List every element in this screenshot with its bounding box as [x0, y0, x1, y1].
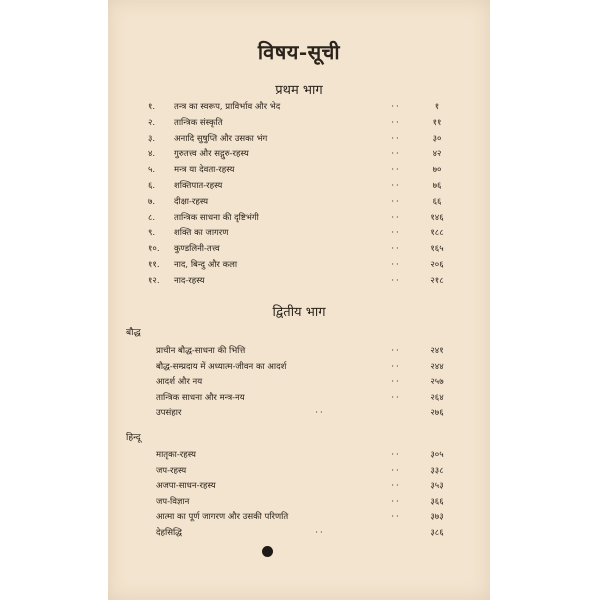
- entry-title: शक्ति का जागरण: [174, 228, 229, 239]
- leader-dots: ··: [391, 228, 401, 239]
- toc-entry: [108, 226, 490, 240]
- entry-title: कुण्डलिनी-तत्त्व: [174, 244, 220, 255]
- page-number: २४१: [430, 346, 444, 356]
- bullet-ornament: [262, 546, 273, 557]
- entry-number: ६.: [148, 181, 156, 191]
- entry-title: अजपा-साधन-रहस्य: [156, 481, 216, 492]
- toc-entry: [108, 360, 490, 374]
- book-page: [108, 0, 490, 600]
- toc-entry: [108, 510, 490, 524]
- page-number: १८८: [430, 228, 444, 239]
- entry-title: मातृका-रहस्य: [156, 450, 196, 460]
- page-number: १४६: [430, 212, 444, 223]
- page-title: विषय-सूची: [257, 40, 341, 64]
- leader-dots: ··: [391, 181, 401, 191]
- entry-title: मन्त्र या देवता-रहस्य: [174, 165, 235, 176]
- page-number: २०६: [430, 260, 444, 270]
- page-number: ११: [432, 117, 442, 128]
- leader-dots: ··: [391, 392, 401, 403]
- entry-title: शक्तिपात-रहस्य: [174, 181, 223, 191]
- part-two-heading: द्वितीय भाग: [272, 305, 326, 320]
- leader-dots: ··: [391, 450, 401, 460]
- entry-number: १०.: [148, 244, 160, 255]
- page-number: ३६६: [430, 496, 444, 507]
- page-number: ४२: [432, 149, 442, 160]
- entry-title: गुरुतत्त्व और सद्गुरु-रहस्य: [174, 149, 249, 160]
- page-number: १: [434, 102, 440, 112]
- entry-number: १२.: [148, 275, 160, 286]
- entry-title: तान्त्रिक साधना की दृष्टिभंगी: [174, 212, 259, 223]
- toc-entry: [108, 344, 490, 358]
- leader-dots: ··: [391, 346, 401, 356]
- page-number: ३०५: [430, 450, 444, 460]
- toc-entry: [108, 391, 490, 405]
- toc-entry: [108, 242, 490, 256]
- entry-title: जप-विज्ञान: [156, 496, 190, 507]
- leader-dots: ··: [391, 512, 401, 523]
- entry-number: ५.: [148, 165, 156, 176]
- leader-dots: ··: [391, 377, 401, 388]
- entry-number: ११.: [148, 260, 160, 270]
- page-number: ६६: [432, 196, 442, 207]
- toc-entry: [108, 147, 490, 161]
- leader-dots: ··: [315, 408, 325, 419]
- entry-title: आदर्श और नय: [156, 377, 203, 388]
- leader-dots: ··: [315, 528, 325, 538]
- page-number: १६५: [430, 244, 444, 255]
- toc-entry: [108, 526, 490, 540]
- leader-dots: ··: [391, 102, 401, 112]
- leader-dots: ··: [391, 117, 401, 128]
- leader-dots: ··: [391, 361, 401, 372]
- entry-title: तान्त्रिक साधना और मन्त्र-नय: [156, 392, 245, 403]
- toc-entry: [108, 179, 490, 193]
- entry-title: जप-रहस्य: [156, 465, 187, 476]
- entry-number: ४.: [148, 149, 156, 160]
- toc-entry: [108, 195, 490, 209]
- page-number: ३५३: [430, 481, 444, 492]
- page-number: २७६: [430, 408, 444, 419]
- toc-entry: [108, 464, 490, 478]
- leader-dots: ··: [391, 481, 401, 492]
- leader-dots: ··: [391, 165, 401, 176]
- toc-entry: [108, 375, 490, 389]
- leader-dots: ··: [391, 149, 401, 160]
- page-number: २४४: [430, 361, 444, 372]
- entry-title: अनादि सुषुप्ति और उसका भंग: [174, 133, 268, 144]
- leader-dots: ··: [391, 465, 401, 476]
- toc-entry: [108, 258, 490, 272]
- entry-title: उपसंहार: [156, 408, 182, 419]
- entry-title: नाद, बिन्दु और कला: [174, 260, 238, 270]
- entry-title: आत्मा का पूर्ण जागरण और उसकी परिणति: [156, 512, 289, 523]
- toc-entry: [108, 116, 490, 130]
- toc-entry: [108, 495, 490, 509]
- group-label-hindu: हिन्दू: [126, 433, 141, 443]
- entry-title: दीक्षा-रहस्य: [174, 196, 209, 207]
- entry-title: नाद-रहस्य: [174, 275, 205, 286]
- page-number: ३०: [432, 133, 442, 144]
- toc-entry: [108, 406, 490, 420]
- leader-dots: ··: [391, 133, 401, 144]
- page-number: ३८६: [430, 528, 444, 538]
- page-number: २५७: [430, 377, 444, 388]
- toc-entry: [108, 163, 490, 177]
- leader-dots: ··: [391, 275, 401, 286]
- toc-entry: [108, 100, 490, 114]
- toc-entry: [108, 479, 490, 493]
- leader-dots: ··: [391, 244, 401, 255]
- page-number: ७०: [432, 165, 442, 176]
- part-one-heading: प्रथम भाग: [275, 83, 323, 98]
- entry-number: ३.: [148, 133, 156, 144]
- toc-entry: [108, 448, 490, 462]
- entry-number: २.: [148, 117, 156, 128]
- page-number: ३७३: [430, 512, 444, 523]
- entry-number: ८.: [148, 212, 156, 223]
- leader-dots: ··: [391, 260, 401, 270]
- leader-dots: ··: [391, 196, 401, 207]
- entry-number: ९.: [148, 228, 156, 239]
- group-label-bauddha: बौद्ध: [126, 328, 141, 338]
- toc-entry: [108, 132, 490, 146]
- entry-number: १.: [148, 102, 156, 112]
- entry-number: ७.: [148, 196, 156, 207]
- page-number: ३३८: [430, 465, 444, 476]
- page-number: ७६: [432, 181, 442, 191]
- page-number: २६४: [430, 392, 444, 403]
- entry-title: प्राचीन बौद्ध-साधना की भित्ति: [156, 346, 246, 356]
- leader-dots: ··: [391, 212, 401, 223]
- page-number: २१८: [430, 275, 444, 286]
- toc-entry: [108, 274, 490, 288]
- entry-title: तान्त्रिक संस्कृति: [174, 117, 223, 128]
- entry-title: तन्त्र का स्वरूप, प्राविर्भाव और भेद: [174, 102, 281, 112]
- leader-dots: ··: [391, 496, 401, 507]
- toc-entry: [108, 211, 490, 225]
- entry-title: देहसिद्धि: [156, 528, 182, 538]
- entry-title: बौद्ध-सम्प्रदाय में अध्यात्म-जीवन का आदर्श: [156, 361, 287, 372]
